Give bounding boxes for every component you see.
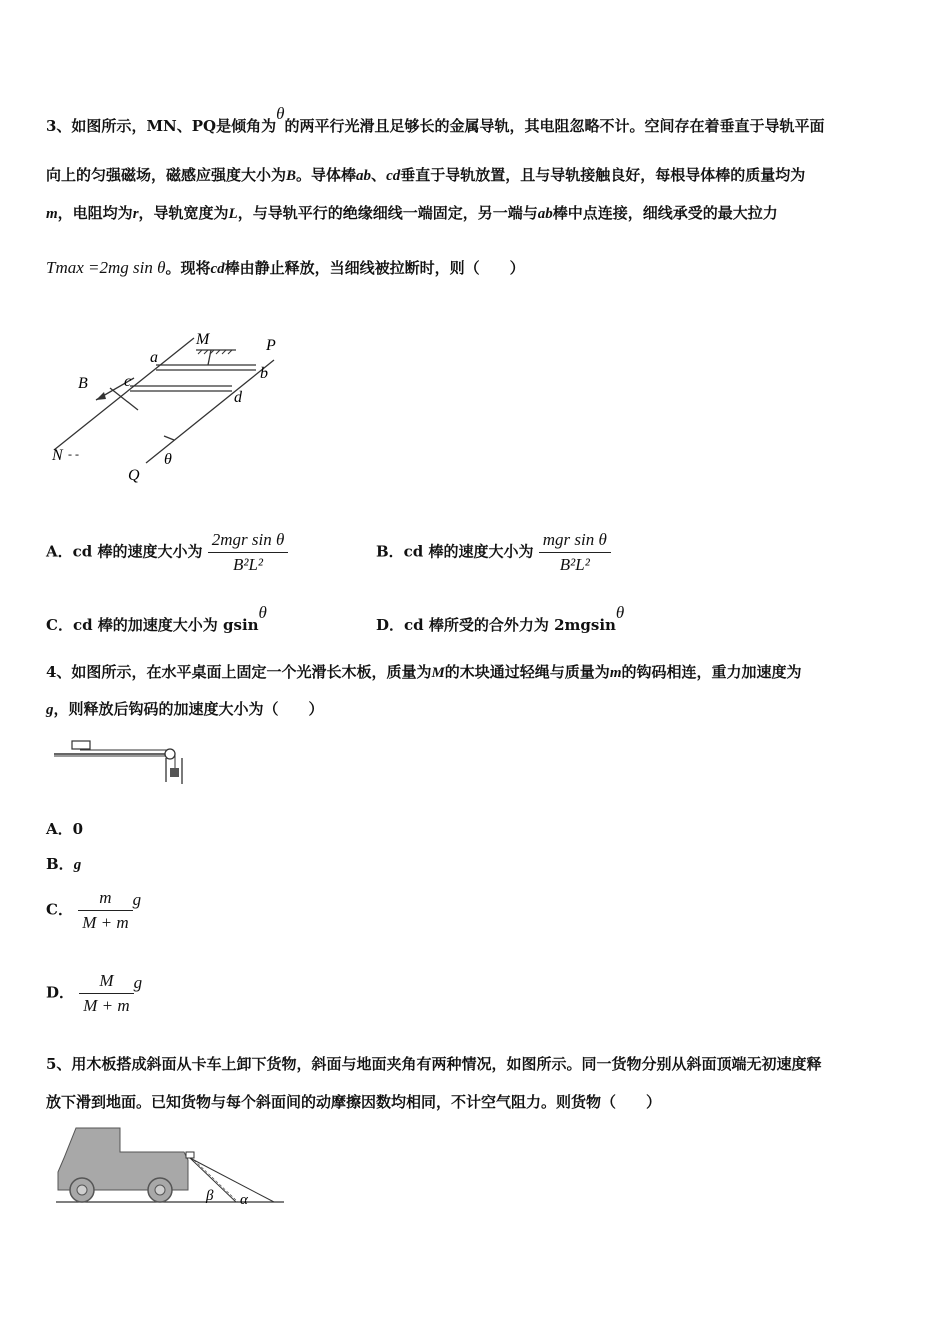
q5-truck-figure (50, 1122, 290, 1212)
label-a: a (150, 349, 158, 366)
q3-rails-figure (46, 320, 296, 490)
q3-option-d[interactable]: D．cd 棒所受的合外力为 2mgsinθ (376, 603, 625, 634)
svg-text:- -: - - (68, 447, 79, 461)
label-N: N (52, 447, 63, 464)
q4-option-d[interactable]: D． $\frac{M}{M + m}$ g (46, 971, 143, 1015)
label-d: d (234, 389, 242, 406)
q3-option-c[interactable]: C．cd 棒的加速度大小为 gsinθ (46, 603, 267, 634)
q5-line-1: 5、用木板搭成斜面从卡车上卸下货物，斜面与地面夹角有两种情况，如图所示。同一货物分别从斜面顶端无初速度释 (46, 1055, 822, 1073)
q4-line-1: 4、如图所示，在水平桌面上固定一个光滑长木板，质量为M的木块通过轻绳与质量为m的钩码相连，重力加速度为 (46, 663, 802, 681)
option-b-fraction: $\frac{\text{mgr sin θ}}{\text{B²L²}}$ (539, 530, 611, 575)
q5-line-2: 放下滑到地面。已知货物与每个斜面间的动摩擦因数均相同，不计空气阻力。则货物（ ） (46, 1093, 662, 1111)
label-alpha: α (240, 1192, 248, 1208)
q3-option-a[interactable]: A．cd 棒的速度大小为 $\frac{\text{2mgr sin θ}}{\text{B²L²}}$ (46, 530, 288, 575)
theta-symbol: θ (276, 104, 285, 123)
q4-table-figure (50, 738, 190, 788)
q3-line-2: 向上的匀强磁场，磁感应强度大小为B。导体棒ab、cd垂直于导轨放置，且与导轨接触良好，每根导体棒的质量均为 (46, 166, 806, 184)
option-a-fraction: $\frac{\text{2mgr sin θ}}{\text{B²L²}}$ (208, 530, 289, 575)
label-Q: Q (128, 467, 140, 484)
label-theta: θ (164, 451, 172, 468)
label-P: P (266, 337, 276, 354)
q4-option-b[interactable]: B．g (46, 855, 82, 873)
q4-option-c[interactable]: C． $\frac{m}{M + m}$ g (46, 888, 142, 932)
option-d-fraction: $\frac{M}{M + m}$ (79, 971, 133, 1016)
q3-option-b[interactable]: B．cd 棒的速度大小为 $\frac{\text{mgr sin θ}}{\text{B²L²}}$ (376, 530, 611, 575)
option-c-fraction: $\frac{m}{M + m}$ (78, 888, 132, 933)
label-B: B (78, 375, 88, 392)
q4-option-a[interactable]: A．0 (46, 820, 84, 838)
q3-line-3: m，电阻均为r，导轨宽度为L，与导轨平行的绝缘细线一端固定，另一端与ab棒中点连接，细线承受的最大拉力 (46, 204, 778, 222)
label-b: b (260, 365, 268, 382)
tmax-formula: Tmax =2mg sin θ (46, 258, 166, 277)
label-c: c (124, 373, 132, 390)
label-M: M (196, 331, 210, 348)
label-beta: β (206, 1188, 214, 1204)
q3-line-4: Tmax =2mg sin θ。现将cd棒由静止释放，当细线被拉断时，则（ ） (46, 258, 525, 277)
q3-line-1: 3、如图所示，MN、PQ是倾角为θ的两平行光滑且足够长的金属导轨，其电阻忽略不计。空间存在着垂直于导轨平面 (46, 104, 825, 135)
q4-line-2: g，则释放后钩码的加速度大小为（ ） (46, 700, 324, 718)
